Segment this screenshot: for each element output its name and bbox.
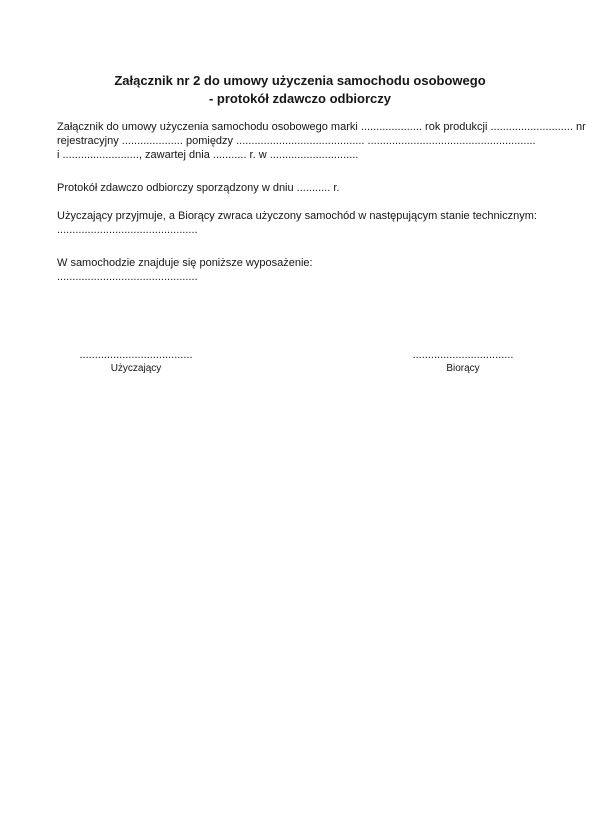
borrower-signature-dotted-line: ................................. xyxy=(412,349,514,361)
protocol-line: Protokół zdawczo odbiorczy sporządzony w dniu ........... r. xyxy=(57,182,340,194)
page-title-line-2: - protokół zdawczo odbiorczy xyxy=(208,90,391,106)
signature-block-lender xyxy=(56,348,216,376)
equipment-dotted-line: .............................................. xyxy=(57,271,198,283)
intro-line-1: Załącznik do umowy użyczenia samochodu osobowego marki .................... rok produkcji ........................... nr xyxy=(57,121,586,133)
signature-block-borrower xyxy=(383,348,543,376)
equipment-text: W samochodzie znajduje się poniższe wyposażenie: xyxy=(57,257,313,269)
paragraph-intro xyxy=(57,120,586,162)
technical-state-dotted-line: .............................................. xyxy=(57,224,198,236)
intro-line-3: i ........................., zawartej dnia ........... r. w ............................. xyxy=(57,149,359,161)
borrower-signature-label: Biorący xyxy=(446,363,480,374)
paragraph-equipment xyxy=(57,256,313,284)
page-title xyxy=(0,72,600,107)
paragraph-protocol xyxy=(57,181,339,195)
technical-state-text: Użyczający przyjmuje, a Biorący zwraca użyczony samochód w następującym stanie technicznym: xyxy=(57,210,537,222)
intro-line-2: rejestracyjny .................... pomiędzy .......................................... ....................................................... xyxy=(57,135,536,147)
lender-signature-label: Użyczający xyxy=(110,363,162,374)
paragraph-technical-state xyxy=(57,209,537,237)
lender-signature-dotted-line: ..................................... xyxy=(79,349,193,361)
page-title-line-1: Załącznik nr 2 do umowy użyczenia samochodu osobowego xyxy=(114,73,486,88)
